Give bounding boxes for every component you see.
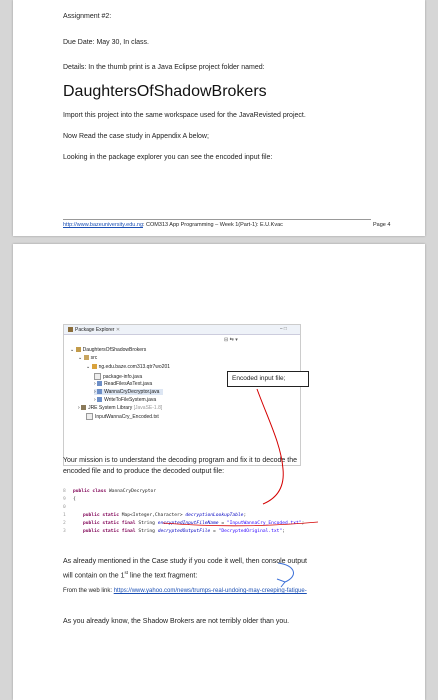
footer-divider <box>63 219 371 220</box>
minimize-maximize-icon[interactable]: ⎯ □ <box>280 326 287 332</box>
details-line: Details: In the thumb print is a Java Eclipse project folder named: <box>63 64 265 71</box>
already-mentioned-line-1: As already mentioned in the Case study if you code it well, then console output <box>63 558 307 565</box>
tree-item-file[interactable]: package-info.java <box>94 373 142 380</box>
project-name: DaughtersOfShadowBrokers <box>63 83 267 100</box>
red-annotation-underline <box>163 522 318 526</box>
expand-chevron-icon[interactable]: › <box>78 405 80 411</box>
tree-item-file[interactable]: › ReadFilesAsText.java <box>94 381 153 387</box>
expand-chevron-icon[interactable]: › <box>94 397 96 403</box>
red-annotation-arrow <box>257 389 283 504</box>
code-line-lookup: public static Map<Integer,Character> decryptionLookupTable; <box>83 513 247 518</box>
shadow-brokers-line: As you already know, the Shadow Brokers are not terribly older than you. <box>63 618 290 625</box>
due-date: Due Date: May 30, In class. <box>63 39 149 46</box>
yahoo-news-link[interactable]: https://www.yahoo.com/news/trumps-real-undoing-may-creeping-fatigue- <box>113 588 307 594</box>
web-link-line: From the web link: https://www.yahoo.com/news/trumps-real-undoing-may-creeping-fatigue- <box>63 588 307 594</box>
package-explorer-tab-label: Package Explorer <box>75 327 115 333</box>
code-line-class: public class WannaCryDecryptor <box>73 489 156 494</box>
code-snippet: 8 public class WannaCryDecryptor 9 { 0 1 public static Map<Integer,Character> decryptionLookupTable; 2 public static final String encryptedInputFileName = "InputWannaCry_Encoded.txt"; 3 public static final String decryptedOutputFile = "DecryptedOriginal.txt"; <box>63 489 305 534</box>
already-mentioned-line-2: will contain on the 1st line the text fragment: <box>63 570 198 580</box>
mission-text-line-2: encoded file and to produce the decoded output file: <box>63 468 225 475</box>
tree-item-package[interactable]: ⌄ ng.edu.baze.com313.qtr7wo201 <box>86 364 171 370</box>
expand-chevron-icon[interactable]: ⌄ <box>78 355 83 361</box>
encoded-input-label: Encoded input file; <box>232 375 286 382</box>
code-line-output: public static final String decryptedOutputFile = "DecryptedOriginal.txt"; <box>83 529 285 534</box>
link-editor-icon[interactable]: ⇆ <box>229 337 234 343</box>
looking-line: Looking in the package explorer you can see the encoded input file: <box>63 154 273 161</box>
footer-link[interactable]: http://www.bazeuniversity.edu.ng <box>63 222 143 228</box>
code-line-brace: { <box>73 497 76 502</box>
expand-chevron-icon[interactable]: ⌄ <box>86 364 91 370</box>
document-page-1 <box>13 0 425 236</box>
read-line: Now Read the case study in Appendix A below; <box>63 133 209 140</box>
close-tab-icon[interactable]: ✕ <box>115 327 121 333</box>
tree-item-file[interactable]: › WriteToFileSystem.java <box>94 397 157 403</box>
code-line-input: public static final String encryptedInputFileName = "InputWannaCry_Encoded.txt"; <box>83 521 305 526</box>
footer-text: : COM313 App Programming – Week 1(Part-1): E.U.Kvac <box>143 222 283 228</box>
import-line: Import this project into the same workspace used for the JavaRevisted project. <box>63 112 306 119</box>
collapse-all-icon[interactable]: ⊟ <box>224 337 229 343</box>
mission-text-line-1: Your mission is to understand the decoding program and fix it to decode the <box>63 457 297 464</box>
tree-item-project[interactable]: ⌄ DaughtersOfShadowBrokers <box>70 347 147 353</box>
assignment-heading: Assignment #2: <box>63 13 112 20</box>
document-page-2 <box>13 244 425 700</box>
tree-item-src[interactable]: ⌄ src <box>78 355 98 361</box>
view-menu-icon[interactable]: ▾ <box>235 337 238 343</box>
page-number: Page 4 <box>373 222 391 228</box>
tree-item-input-file[interactable]: InputWannaCry_Encoded.txt <box>86 413 159 420</box>
page-footer <box>63 222 283 228</box>
expand-chevron-icon[interactable]: › <box>94 381 96 387</box>
expand-chevron-icon[interactable]: › <box>94 389 96 395</box>
expand-chevron-icon[interactable]: ⌄ <box>70 347 75 353</box>
annotation-overlay <box>13 244 425 700</box>
tree-item-jre[interactable]: › JRE System Library [JavaSE-1.8] <box>78 405 163 411</box>
blue-annotation-arrow <box>277 563 293 587</box>
tree-item-file-selected[interactable]: › WannaCryDecryptor.java <box>94 389 163 395</box>
